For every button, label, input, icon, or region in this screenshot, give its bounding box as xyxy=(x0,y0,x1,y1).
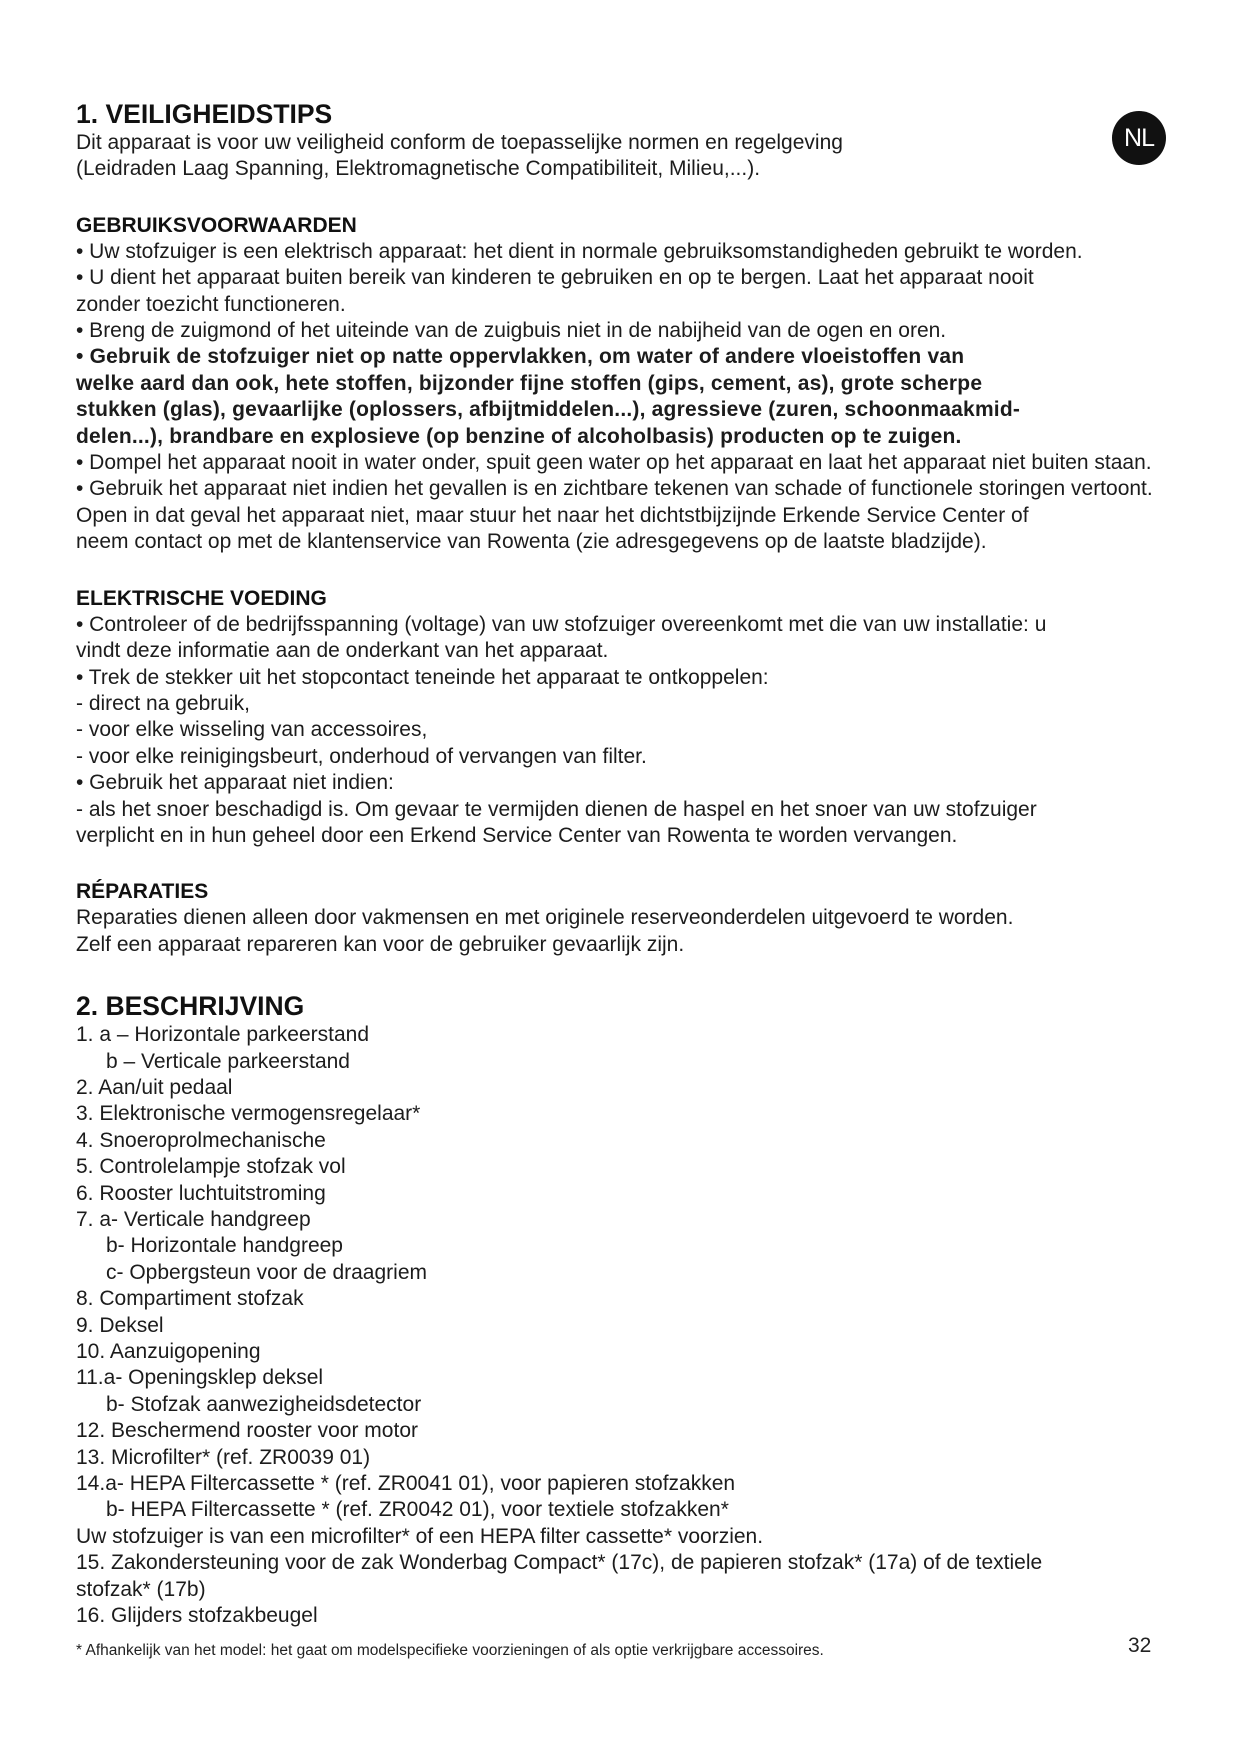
paragraph-line: • Breng de zuigmond of het uiteinde van de zuigbuis niet in de nabijheid van de ogen en oren. xyxy=(76,319,947,343)
footnote: * Afhankelijk van het model: het gaat om modelspecifieke voorzieningen of als optie verkrijgbare accessoires. xyxy=(76,1642,824,1659)
list-item: 11.a- Openingsklep deksel xyxy=(76,1366,324,1390)
list-item: 1. a – Horizontale parkeerstand xyxy=(76,1023,370,1047)
list-item: stofzak* (17b) xyxy=(76,1577,206,1601)
list-item: 9. Deksel xyxy=(76,1313,164,1337)
paragraph-line: • Controleer of de bedrijfsspanning (voltage) van uw stofzuiger overeenkomt met die van uw installatie: u xyxy=(76,612,1047,636)
paragraph-line: • Gebruik het apparaat niet indien het gevallen is en zichtbare tekenen van schade of functionele storingen vertoont. xyxy=(76,477,1153,501)
list-item: 4. Snoeroprolmechanische xyxy=(76,1128,326,1152)
list-item: 2. Aan/uit pedaal xyxy=(76,1075,233,1099)
elektrische-voeding-heading: ELEKTRISCHE VOEDING xyxy=(76,586,327,610)
section-1-title: 1. VEILIGHEIDSTIPS xyxy=(76,99,333,129)
paragraph-line: - als het snoer beschadigd is. Om gevaar te vermijden dienen de haspel en het snoer van uw stofzuiger xyxy=(76,797,1037,821)
paragraph-line: neem contact op met de klantenservice van Rowenta (zie adresgegevens op de laatste bladzijde). xyxy=(76,530,987,554)
paragraph-line: - voor elke reinigingsbeurt, onderhoud of vervangen van filter. xyxy=(76,744,647,768)
paragraph-line: Open in dat geval het apparaat niet, maar stuur het naar het dichtstbijzijnde Erkende Service Center of xyxy=(76,503,1029,527)
bold-warning-line: stukken (glas), gevaarlijke (oplossers, afbijtmiddelen...), agressieve (zuren, schoonmaakmid- xyxy=(76,398,1021,422)
language-badge-nl: NL xyxy=(1112,111,1166,165)
list-item: Uw stofzuiger is van een microfilter* of een HEPA filter cassette* voorzien. xyxy=(76,1524,764,1548)
section-2-title: 2. BESCHRIJVING xyxy=(76,991,305,1022)
reparaties-heading: RÉPARATIES xyxy=(76,880,209,904)
paragraph-line: Reparaties dienen alleen door vakmensen en met originele reserveonderdelen uitgevoerd te worden. xyxy=(76,906,1014,930)
page-content xyxy=(76,98,1206,1630)
list-item: 13. Microfilter* (ref. ZR0039 01) xyxy=(76,1445,371,1469)
bold-warning-line: • Gebruik de stofzuiger niet op natte oppervlakken, om water of andere vloeistoffen van xyxy=(76,345,965,369)
paragraph-line: - voor elke wisseling van accessoires, xyxy=(76,718,428,742)
intro-line-1: Dit apparaat is voor uw veiligheid conform de toepasselijke normen en regelgeving xyxy=(76,131,843,154)
paragraph-line: zonder toezicht functioneren. xyxy=(76,292,346,316)
paragraph-line: • Gebruik het apparaat niet indien: xyxy=(76,771,394,795)
bold-warning-line: delen...), brandbare en explosieve (op benzine of alcoholbasis) producten op te zuigen. xyxy=(76,424,962,448)
list-item: 16. Glijders stofzakbeugel xyxy=(76,1604,318,1628)
list-item: 12. Beschermend rooster voor motor xyxy=(76,1419,418,1443)
list-item: 8. Compartiment stofzak xyxy=(76,1287,304,1311)
paragraph-line: • Trek de stekker uit het stopcontact teneinde het apparaat te ontkoppelen: xyxy=(76,665,769,689)
list-item: 10. Aanzuigopening xyxy=(76,1340,261,1364)
description-list xyxy=(76,1022,1206,1629)
paragraph-line: Zelf een apparaat repareren kan voor de gebruiker gevaarlijk zijn. xyxy=(76,932,685,956)
page-number: 32 xyxy=(1128,1634,1152,1657)
paragraph-line: • U dient het apparaat buiten bereik van kinderen te gebruiken en op te bergen. Laat het apparaat nooit xyxy=(76,266,1034,290)
list-item: 3. Elektronische vermogensregelaar* xyxy=(76,1102,421,1126)
paragraph-line: • Dompel het apparaat nooit in water onder, spuit geen water op het apparaat en laat het apparaat niet buiten staan. xyxy=(76,451,1152,475)
paragraph-line: verplicht en in hun geheel door een Erkend Service Center van Rowenta te worden vervangen. xyxy=(76,823,958,847)
intro-line-2: (Leidraden Laag Spanning, Elektromagnetische Compatibiliteit, Milieu,...). xyxy=(76,157,761,181)
list-item: 7. a- Verticale handgreep xyxy=(76,1208,311,1231)
list-item: b – Verticale parkeerstand xyxy=(106,1049,350,1073)
list-item: c- Opbergsteun voor de draagriem xyxy=(106,1260,427,1284)
paragraph-line: • Uw stofzuiger is een elektrisch apparaat: het dient in normale gebruiksomstandigheden gebruikt te worden. xyxy=(76,239,1083,263)
list-item: b- Stofzak aanwezigheidsdetector xyxy=(106,1392,422,1416)
list-item: b- Horizontale handgreep xyxy=(106,1234,343,1258)
bold-warning-line: welke aard dan ook, hete stoffen, bijzonder fijne stoffen (gips, cement, as), grote scherpe xyxy=(76,371,983,395)
list-item: 5. Controlelampje stofzak vol xyxy=(76,1155,346,1179)
list-item: 6. Rooster luchtuitstroming xyxy=(76,1181,326,1205)
list-item: 15. Zakondersteuning voor de zak Wonderbag Compact* (17c), de papieren stofzak* (17a) of de textiele xyxy=(76,1551,1043,1575)
paragraph-line: - direct na gebruik, xyxy=(76,691,250,715)
paragraph-line: vindt deze informatie aan de onderkant van het apparaat. xyxy=(76,639,609,663)
list-item: b- HEPA Filtercassette * (ref. ZR0042 01), voor textiele stofzakken* xyxy=(106,1498,729,1522)
gebruiksvoorwaarden-heading: GEBRUIKSVOORWAARDEN xyxy=(76,213,357,237)
list-item: 14.a- HEPA Filtercassette * (ref. ZR0041 01), voor papieren stofzakken xyxy=(76,1472,736,1496)
